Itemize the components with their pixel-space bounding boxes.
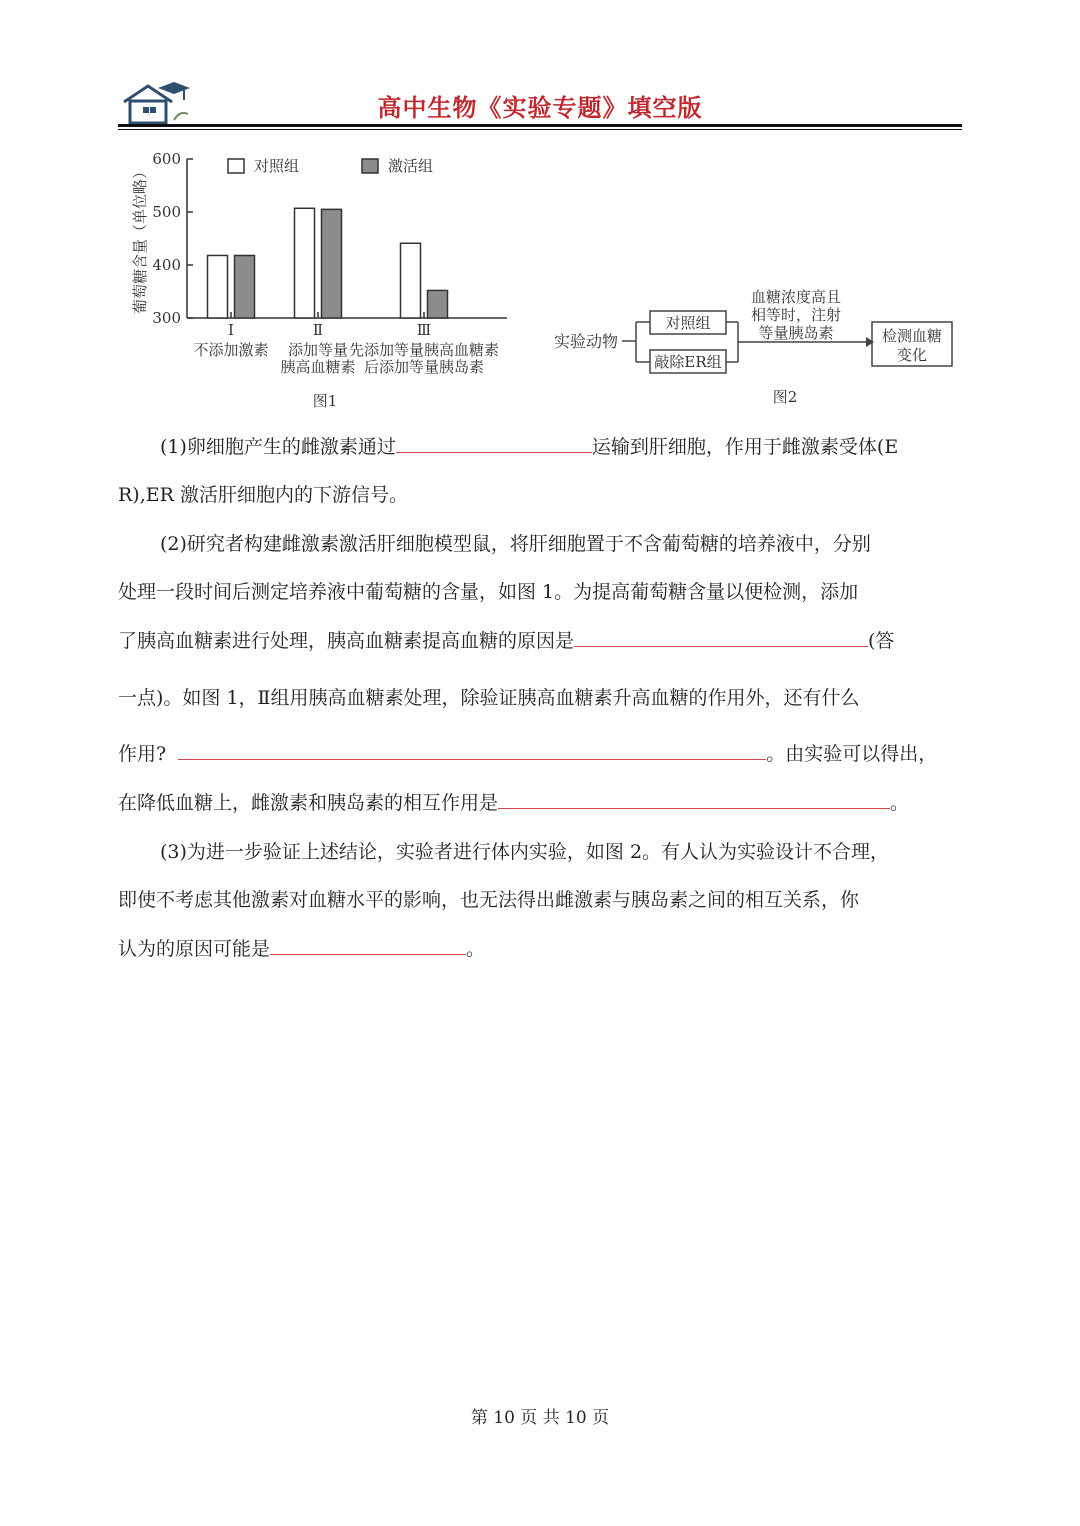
condition-line-2: 相等时，注射: [750, 306, 842, 324]
question-2-line-5: 作用? 。由实验可以得出，: [118, 743, 938, 765]
er-knockout-label: 敲除ER组: [654, 353, 722, 371]
question-1-line-2: R),ER 激活肝细胞内的下游信号。: [118, 484, 408, 506]
x-tick-numeral: Ⅰ: [228, 321, 234, 339]
bar-activated-2: [322, 209, 342, 318]
y-tick-label: 600: [152, 150, 181, 168]
question-3-line-1: (3)为进一步验证上述结论，实验者进行体内实验，如图 2。有人认为实验设计不合理，: [160, 841, 890, 863]
chart-bars: [208, 208, 448, 318]
bar-activated-3: [428, 290, 448, 318]
result-line-2: 变化: [896, 346, 928, 364]
answer-blank-1[interactable]: [396, 435, 592, 453]
y-tick-label: 400: [152, 256, 181, 274]
page-title: 高中生物《实验专题》填空版: [377, 94, 703, 122]
header-rule-thick: [118, 124, 962, 127]
y-axis-label: 葡萄糖含量（单位略）: [131, 163, 149, 315]
page-footer: 第 10 页 共 10 页: [470, 1408, 610, 1428]
figure2-caption: 图2: [772, 388, 798, 406]
question-2-line-4: 一点)。如图 1，Ⅱ组用胰高血糖素处理，除验证胰高血糖素升高血糖的作用外，还有什么: [118, 687, 860, 709]
figure2-flow-diagram: [550, 285, 962, 415]
question-2-line-1: (2)研究者构建雌激素激活肝细胞模型鼠，将肝细胞置于不含葡萄糖的培养液中，分别: [160, 533, 871, 555]
answer-blank-5[interactable]: [270, 937, 466, 955]
legend-label-control: 对照组: [254, 157, 300, 175]
answer-blank-4[interactable]: [498, 791, 890, 809]
bar-control-3: [401, 243, 421, 318]
x-category-label: 后添加等量胰岛素: [363, 358, 485, 376]
control-group-label: 对照组: [665, 314, 711, 332]
header-rule-thin: [118, 129, 962, 130]
question-3-line-2: 即使不考虑其他激素对血糖水平的影响，也无法得出雌激素与胰岛素之间的相互关系，你: [118, 889, 860, 911]
x-category-label: 添加等量: [287, 341, 349, 359]
answer-blank-3[interactable]: [178, 742, 766, 760]
condition-line-3: 等量胰岛素: [758, 324, 834, 342]
x-tick-numeral: Ⅲ: [416, 321, 432, 339]
bar-control-1: [208, 255, 228, 318]
result-line-1: 检测血糖: [881, 327, 943, 345]
y-tick-label: 300: [152, 309, 181, 327]
question-3-line-3: 认为的原因可能是 。: [118, 938, 486, 960]
x-tick-numeral: Ⅱ: [312, 321, 324, 339]
legend-label-activated: 激活组: [388, 157, 434, 175]
bar-activated-1: [235, 255, 255, 318]
y-tick-label: 500: [152, 203, 181, 221]
bar-control-2: [295, 208, 315, 318]
figure1-bar-chart: [125, 145, 545, 415]
flow-start-label: 实验动物: [554, 332, 619, 351]
answer-blank-2[interactable]: [574, 629, 868, 647]
arrow-head-icon: [866, 337, 874, 347]
x-category-label: 胰高血糖素: [280, 358, 356, 376]
question-2-line-3: 了胰高血糖素进行处理，胰高血糖素提高血糖的原因是 (答: [118, 630, 895, 652]
question-2-line-6: 在降低血糖上，雌激素和胰岛素的相互作用是 。: [118, 792, 910, 814]
legend-swatch-control: [228, 159, 244, 173]
condition-line-1: 血糖浓度高且: [750, 288, 842, 306]
x-category-label: 不添加激素: [193, 341, 269, 359]
question-2-line-2: 处理一段时间后测定培养液中葡萄糖的含量，如图 1。为提高葡萄糖含量以便检测，添加: [118, 581, 859, 603]
legend-swatch-activated: [362, 159, 378, 173]
question-1-line-1: (1)卵细胞产生的雌激素通过 运输到肝细胞，作用于雌激素受体(E: [160, 436, 899, 458]
figure1-caption: 图1: [312, 392, 338, 410]
x-category-label: 先添加等量胰高血糖素: [348, 341, 500, 359]
